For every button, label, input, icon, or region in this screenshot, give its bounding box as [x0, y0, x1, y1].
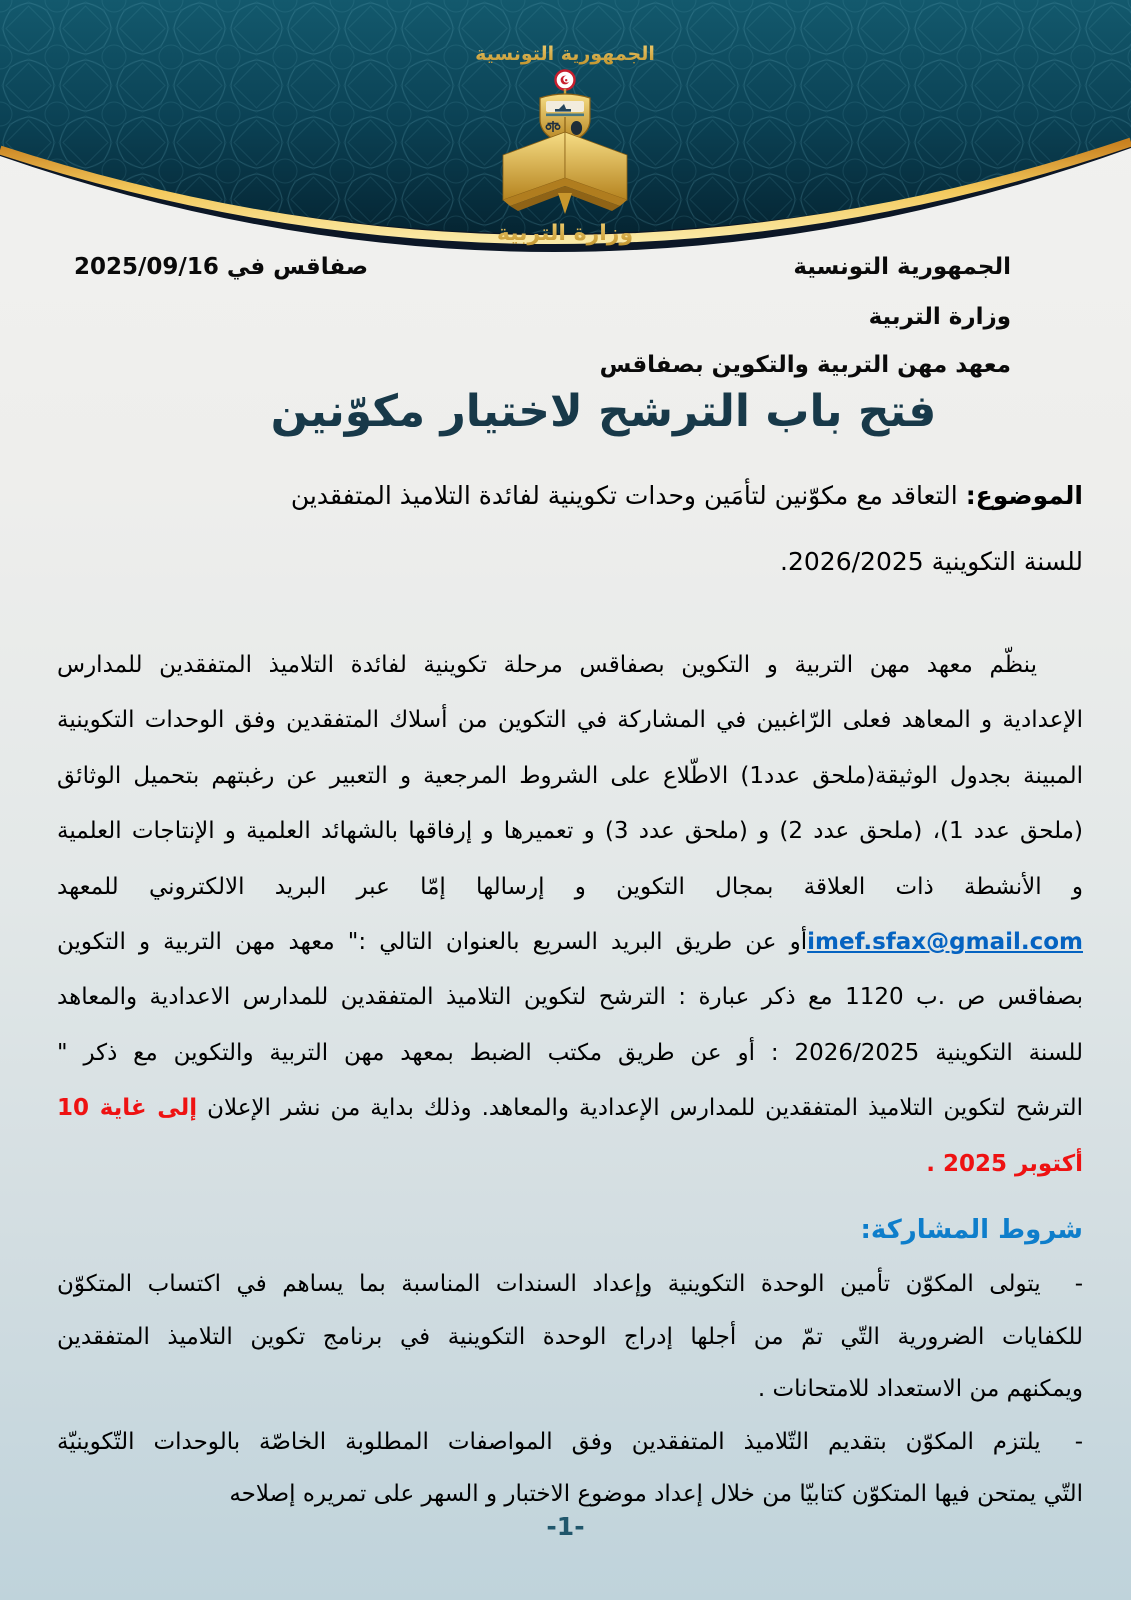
bullet-2-text: يلتزم المكوّن بتقديم التّلاميذ المتفقدين وفق المواصفات المطلوبة الخاصّة بالوحدات التّكوينيّة [57, 1428, 1041, 1455]
letterhead-republic: الجمهورية التونسية [793, 254, 1011, 280]
body-line-7: بصفاقس ص .ب 1120 مع ذكر عبارة : الترشح لتكوين التلاميذ المتفقدين للمدارس الاعدادية والمعاهد [57, 984, 1084, 1011]
republic-calligraphy: الجمهورية التونسية [475, 43, 655, 65]
bullet-1-line-1 [57, 1258, 1083, 1311]
subject-line-1 [57, 476, 1083, 542]
subject-label: الموضوع: [965, 481, 1083, 510]
body-line-6 [57, 915, 1083, 970]
bullet-marker: - [1074, 1428, 1083, 1455]
header-banner [0, 0, 1131, 262]
body-line-1: ينظّم معهد مهن التربية و التكوين بصفاقس مرحلة تكوينية لفائدة التلاميذ المتفقدين للمدارس [57, 652, 1037, 678]
deadline-highlight: إلى غاية 10 [57, 1095, 198, 1122]
subject-text: التعاقد مع مكوّنين لتأمَين وحدات تكوينية لفائدة التلاميذ المتفقدين [290, 481, 966, 510]
bullet-2-line-1 [57, 1416, 1083, 1469]
subject-block [57, 476, 1083, 608]
body-line-2: الإعدادية و المعاهد فعلى الرّاغبين في المشاركة في التكوين من أسلاك المتفقدين وفق الوحدات التكوينية [57, 707, 1083, 734]
letterhead-ministry: وزارة التربية [868, 304, 1011, 330]
bullet-1-text: يتولى المكوّن تأمين الوحدة التكوينية وإعداد السندات المناسبة بما يساهم في اكتساب المتكوّن [57, 1271, 1041, 1297]
body-line-6-text: أو عن طريق البريد السريع بالعنوان التالي :" معهد مهن التربية و التكوين [57, 928, 808, 955]
bullet-1-line-3: ويمكنهم من الاستعداد للامتحانات . [757, 1376, 1083, 1402]
body-line-5: و الأنشطة ذات العلاقة بمجال التكوين و إرسالها إمّا عبر البريد الالكتروني للمعهد [57, 873, 1083, 900]
body-line-8: للسنة التكوينية 2026/2025 : أو عن طريق مكتب الضبط بمعهد مهن التربية والتكوين مع ذكر " [57, 1039, 1083, 1066]
body-line-9-text: الترشح لتكوين التلاميذ المتفقدين للمدارس الإعدادية والمعاهد. وذلك بداية من نشر الإعلان [197, 1095, 1083, 1122]
deadline-date-line: أكتوبر 2025 . [926, 1150, 1083, 1177]
body-line-9 [57, 1081, 1083, 1136]
subject-line-2: للسنة التكوينية 2026/2025. [780, 547, 1083, 576]
body-line-3: المبينة بجدول الوثيقة(ملحق عدد1) الاطّلاع على الشروط المرجعية و التعبير عن رغبتهم بتحميل الوثائق [57, 762, 1083, 789]
page-number: -1- [546, 1512, 585, 1541]
body-line-4: (ملحق عدد 1)، (ملحق عدد 2) و (ملحق عدد 3) و تعميرها و إرفاقها بالشهائد العلمية و الإنتاجات العلمية [57, 818, 1083, 845]
date-place-line: صفاقس في 2025/09/16 [74, 254, 369, 280]
bullet-2-line-2: التّي يمتحن فيها المتكوّن كتابيّا من خلال إعداد موضوع الاختبار و السهر على تمريره إصلاحه [229, 1481, 1083, 1507]
page-title: فتح باب الترشح لاختيار مكوّنين [270, 386, 937, 437]
bullet-1-line-2: للكفايات الضرورية التّي تمّ من أجلها إدراج الوحدة التكوينية في برنامج تكوين التلاميذ المتفقدين [57, 1323, 1083, 1350]
ministry-calligraphy: وزارة التربية [496, 221, 634, 246]
body-paragraph [57, 638, 1083, 1192]
letterhead-institute: معهد مهن التربية والتكوين بصفاقس [599, 352, 1011, 378]
bullet-marker: - [1074, 1271, 1083, 1297]
email-link[interactable]: imef.sfax@gmail.com [807, 928, 1083, 955]
conditions-section [57, 1210, 1083, 1521]
conditions-heading: شروط المشاركة: [860, 1215, 1083, 1245]
tunisia-flag-icon [556, 71, 575, 90]
